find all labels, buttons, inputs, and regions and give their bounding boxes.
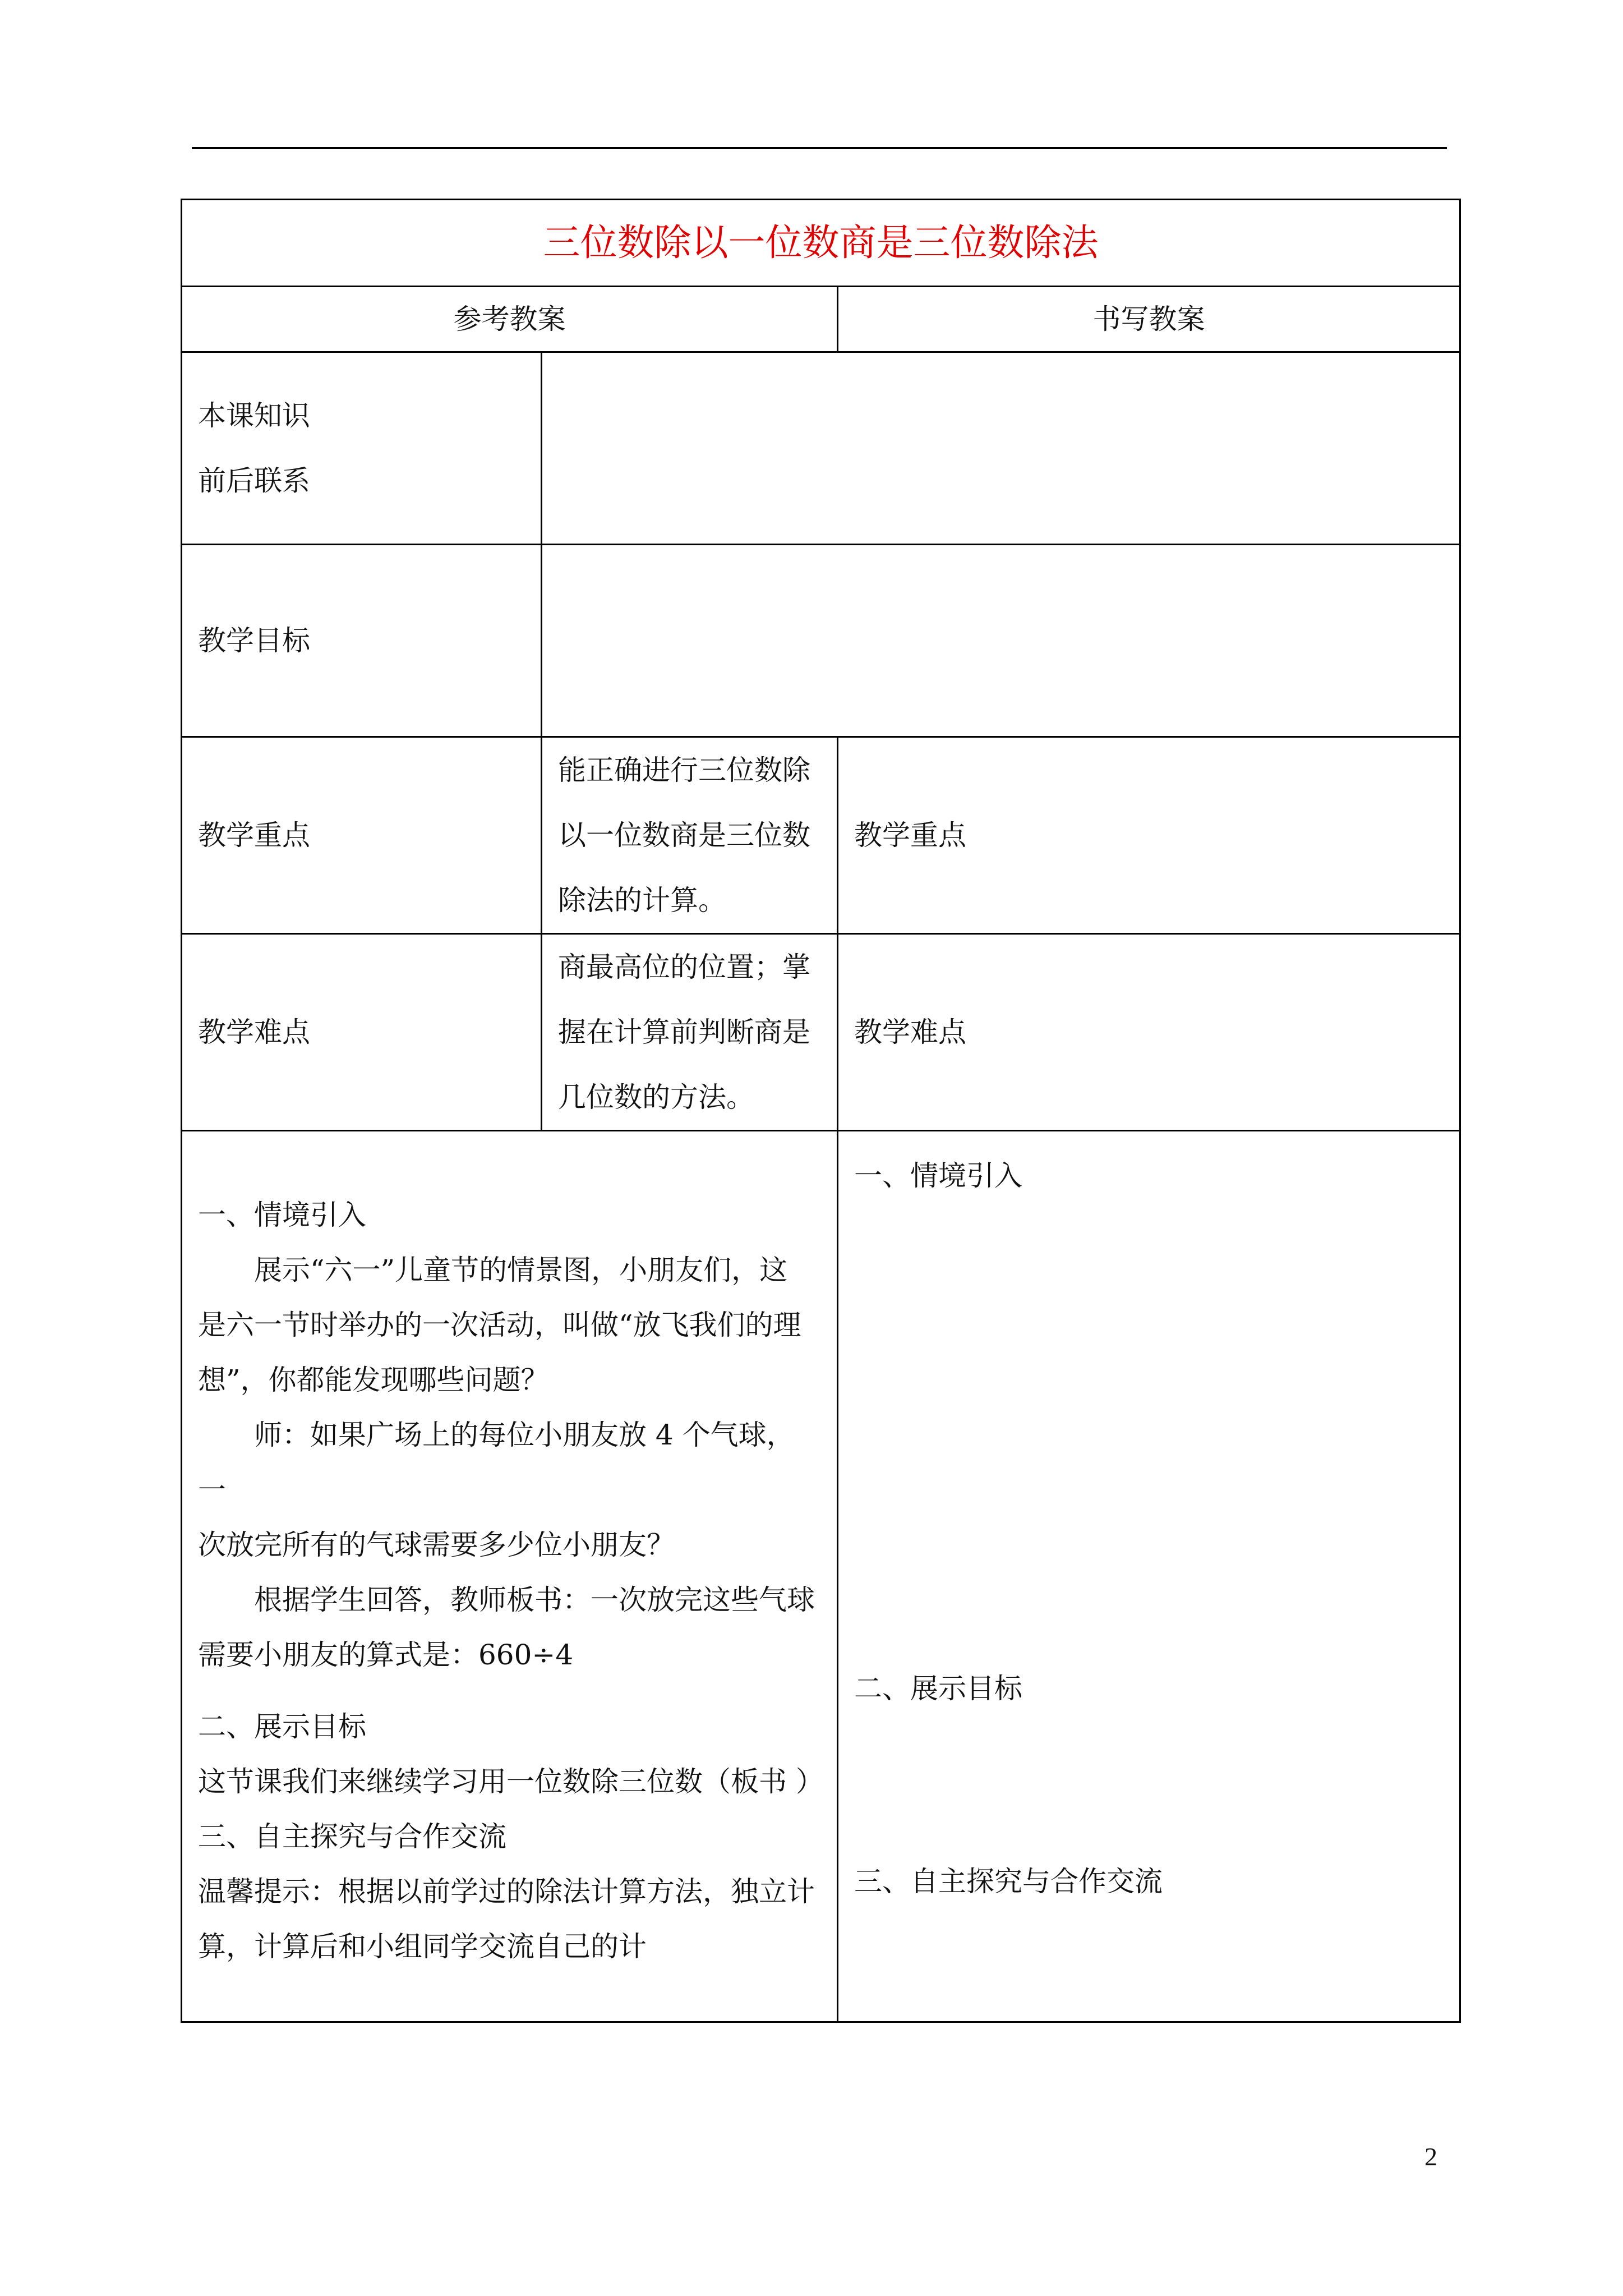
lesson-plan-table bbox=[181, 199, 1461, 2023]
goal-label: 教学目标 bbox=[182, 545, 542, 737]
header-rule bbox=[192, 147, 1447, 149]
knowledge-link-content bbox=[542, 352, 1460, 545]
goal-content bbox=[542, 545, 1460, 737]
difficulty-line: 握在计算前判断商是 bbox=[558, 1016, 810, 1048]
paragraph-line: 想”，你都能发现哪些问题？ bbox=[198, 1364, 549, 1396]
section-heading: 一、情境引入 bbox=[198, 1199, 366, 1231]
section-heading: 一、情境引入 bbox=[854, 1159, 1022, 1192]
paragraph-line: 次放完所有的气球需要多少位小朋友？ bbox=[198, 1529, 675, 1561]
paragraph-line: 根据学生回答，教师板书：一次放完这些气球 bbox=[254, 1584, 815, 1616]
process-writing bbox=[838, 1131, 1460, 2022]
reference-plan-header: 参考教案 bbox=[182, 287, 838, 352]
difficulty-line: 商最高位的位置；掌 bbox=[558, 951, 810, 983]
knowledge-link-label bbox=[182, 352, 542, 545]
process-reference bbox=[182, 1131, 838, 2022]
knowledge-link-label-line2: 前后联系 bbox=[198, 464, 310, 497]
paragraph-line: 需要小朋友的算式是：660÷4 bbox=[198, 1639, 574, 1671]
difficulty-content bbox=[542, 934, 838, 1131]
difficulty-label: 教学难点 bbox=[182, 934, 542, 1131]
section-heading: 二、展示目标 bbox=[198, 1710, 366, 1743]
paragraph-line: 算，计算后和小组同学交流自己的计 bbox=[198, 1930, 647, 1963]
key-point-line: 除法的计算。 bbox=[558, 884, 726, 917]
knowledge-link-row bbox=[182, 352, 1460, 545]
key-point-line: 以一位数商是三位数 bbox=[558, 819, 810, 852]
key-point-row bbox=[182, 737, 1460, 934]
paragraph-line: 是六一节时举办的一次活动，叫做“放飞我们的理 bbox=[198, 1309, 801, 1341]
paragraph-line: 这节课我们来继续学习用一位数除三位数（板书 ） bbox=[198, 1765, 824, 1798]
process-row bbox=[182, 1131, 1460, 2022]
paragraph-line: 展示“六一”儿童节的情景图，小朋友们，这 bbox=[254, 1254, 788, 1286]
section-heading: 二、展示目标 bbox=[854, 1672, 1022, 1705]
title-row bbox=[182, 200, 1460, 287]
difficulty-line: 几位数的方法。 bbox=[558, 1081, 754, 1114]
difficulty-row bbox=[182, 934, 1460, 1131]
knowledge-link-label-line1: 本课知识 bbox=[198, 399, 310, 432]
key-point-writing: 教学重点 bbox=[838, 737, 1460, 934]
key-point-label: 教学重点 bbox=[182, 737, 542, 934]
page-number: 2 bbox=[1424, 2142, 1437, 2171]
lesson-title: 三位数除以一位数商是三位数除法 bbox=[182, 200, 1460, 287]
paragraph-line: 师：如果广场上的每位小朋友放 4 个气球，一 bbox=[198, 1419, 795, 1506]
goal-row bbox=[182, 545, 1460, 737]
section-heading: 三、自主探究与合作交流 bbox=[198, 1820, 506, 1853]
column-header-row bbox=[182, 287, 1460, 352]
section-heading: 三、自主探究与合作交流 bbox=[854, 1865, 1163, 1898]
difficulty-writing: 教学难点 bbox=[838, 934, 1460, 1131]
key-point-content bbox=[542, 737, 838, 934]
paragraph-line: 温馨提示：根据以前学过的除法计算方法，独立计 bbox=[198, 1875, 815, 1908]
key-point-line: 能正确进行三位数除 bbox=[558, 754, 810, 786]
writing-plan-header: 书写教案 bbox=[838, 287, 1460, 352]
